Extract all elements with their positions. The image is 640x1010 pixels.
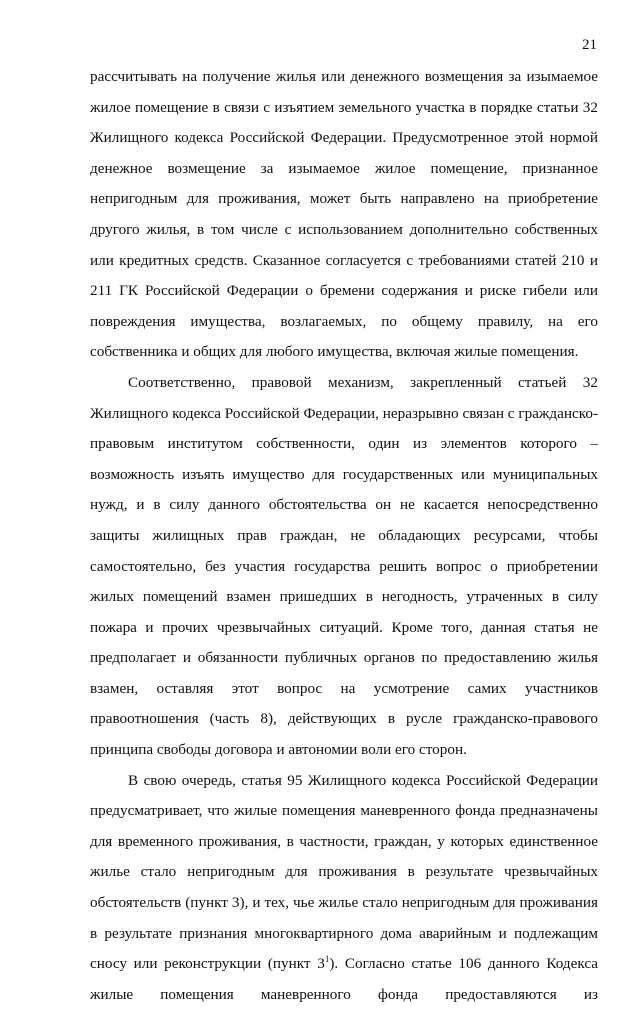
paragraph-continuation: рассчитывать на получение жилья или денежного возмещения за изымаемое жилое помещение в связи с изъятием земельного участка в порядке статьи 32 Жилищного кодекса Российской Федерации. Предусмотренное этой нормой денежное возмещение за изымаемое жилое помещение, признанное непригодным для проживания, может быть направлено на приобретение другого жилья, в том числе с использованием дополнительно собственных или кредитных средств. Сказанное согласуется с требованиями статей 210 и 211 ГК Российской Федерации о бремени содержания и риске гибели или повреждения имущества, возлагаемых, по общему правилу, на его собственника и общих для любого имущества, включая жилые помещения. xyxy=(90,68,598,361)
superscript-index: 1 xyxy=(324,954,330,965)
paragraph-text-start: В свою очередь, статья 95 Жилищного кодекса Российской Федерации предусматривает, что жилые помещения маневренного фонда предназначены для временного проживания, в частности, граждан, у которых единственное жилье стало непригодным для проживания в результате чрезвычайных обстоятельств (пункт 3), и тех, чье жилье стало непригодным для проживания в результате признания многоквартирного дома аварийным и подлежащим сносу или реконструкции (пункт 3 xyxy=(90,771,598,973)
document-body xyxy=(90,62,598,1010)
paragraph-article-95 xyxy=(90,766,598,1010)
paragraph-text-end: ). Согласно статье 106 данного Кодекса жилые помещения маневренного фонда предоставляются из xyxy=(90,955,598,1003)
page-number: 21 xyxy=(582,37,597,53)
paragraph-legal-mechanism: Соответственно, правовой механизм, закрепленный статьей 32 Жилищного кодекса Российской Федерации, неразрывно связан с гражданско-правовым институтом собственности, один из элементов которого – возможность изъять имущество для государственных или муниципальных нужд, и в силу данного обстоятельства он не касается непосредственно защиты жилищных прав граждан, не обладающих ресурсами, чтобы самостоятельно, без участия государства решить вопрос о приобретении жилых помещений взамен пришедших в негодность, утраченных в силу пожара и прочих чрезвычайных ситуаций. Кроме того, данная статья не предполагает и обязанности публичных органов по предоставлению жилья взамен, оставляя этот вопрос на усмотрение самих участников правоотношения (часть 8), действующих в русле гражданско-правового принципа свободы договора и автономии воли его сторон. xyxy=(90,373,598,759)
